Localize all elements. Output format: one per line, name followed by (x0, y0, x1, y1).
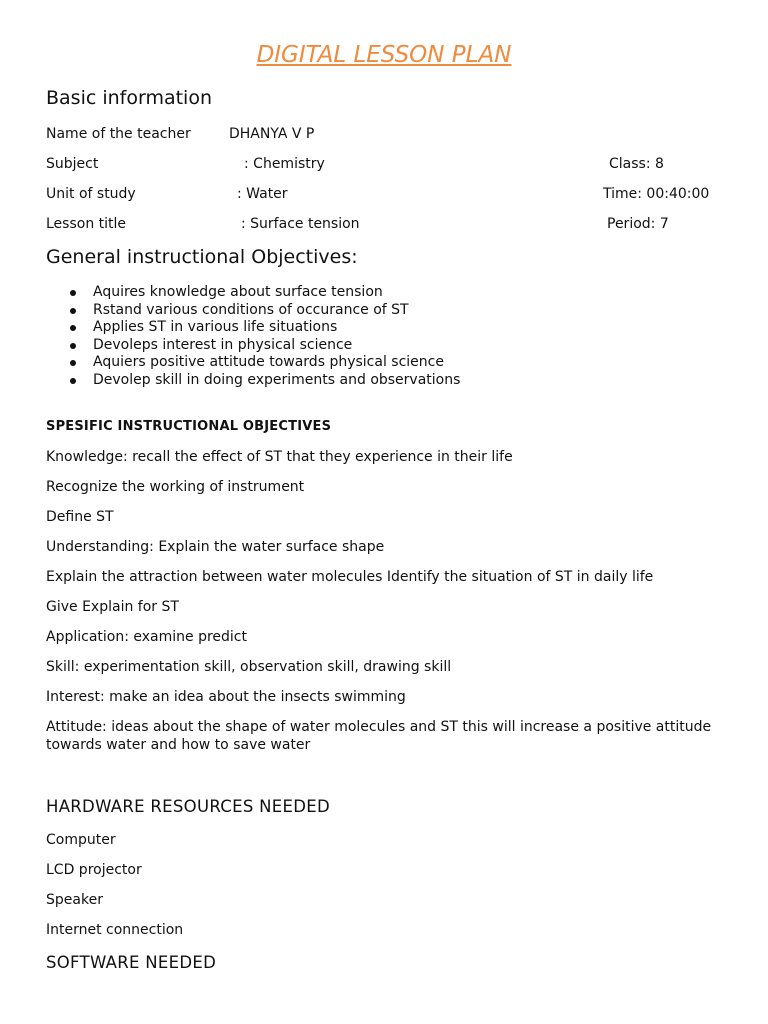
general-objectives-list (46, 284, 460, 389)
hardware-item: Speaker (46, 892, 103, 908)
software-heading: SOFTWARE NEEDED (46, 953, 217, 972)
list-item: Devoleps interest in physical science (46, 337, 460, 355)
specific-objective: Give Explain for ST (46, 599, 179, 615)
specific-objective: Attitude: ideas about the shape of water molecules and ST this will increase a positive attitude towards water and how to save water (46, 719, 712, 753)
specific-objective: Interest: make an idea about the insects swimming (46, 689, 406, 705)
class-value: Class: 8 (609, 156, 664, 172)
hardware-item: Computer (46, 832, 116, 848)
hardware-heading: HARDWARE RESOURCES NEEDED (46, 797, 330, 816)
specific-objective: Skill: experimentation skill, observation skill, drawing skill (46, 659, 452, 675)
specific-objective: Knowledge: recall the effect of ST that they experience in their life (46, 449, 513, 465)
period-value: Period: 7 (607, 216, 669, 232)
teacher-value: DHANYA V P (229, 126, 315, 142)
general-objectives-heading: General instructional Objectives: (46, 246, 358, 268)
document-title: DIGITAL LESSON PLAN (256, 42, 512, 68)
lesson-title-label: Lesson title (46, 216, 127, 232)
specific-objective: Explain the attraction between water molecules Identify the situation of ST in daily life (46, 569, 654, 585)
specific-objective: Application: examine predict (46, 629, 247, 645)
specific-objective: Recognize the working of instrument (46, 479, 305, 495)
list-item: Rstand various conditions of occurance of ST (46, 302, 460, 320)
unit-label: Unit of study (46, 186, 136, 202)
hardware-item: LCD projector (46, 862, 142, 878)
list-item: Aquiers positive attitude towards physical science (46, 354, 460, 372)
basic-info-heading: Basic information (46, 87, 212, 109)
lesson-title-value: : Surface tension (241, 216, 360, 232)
subject-value: : Chemistry (244, 156, 325, 172)
teacher-label: Name of the teacher (46, 126, 191, 142)
specific-objective: Define ST (46, 509, 114, 525)
specific-objective: Understanding: Explain the water surface shape (46, 539, 385, 555)
specific-objectives-heading: SPESIFIC INSTRUCTIONAL OBJECTIVES (46, 419, 332, 434)
subject-label: Subject (46, 156, 99, 172)
list-item: Applies ST in various life situations (46, 319, 460, 337)
list-item: Devolep skill in doing experiments and observations (46, 372, 460, 390)
list-item: Aquires knowledge about surface tension (46, 284, 460, 302)
time-value: Time: 00:40:00 (603, 186, 710, 202)
hardware-item: Internet connection (46, 922, 184, 938)
unit-value: : Water (237, 186, 288, 202)
